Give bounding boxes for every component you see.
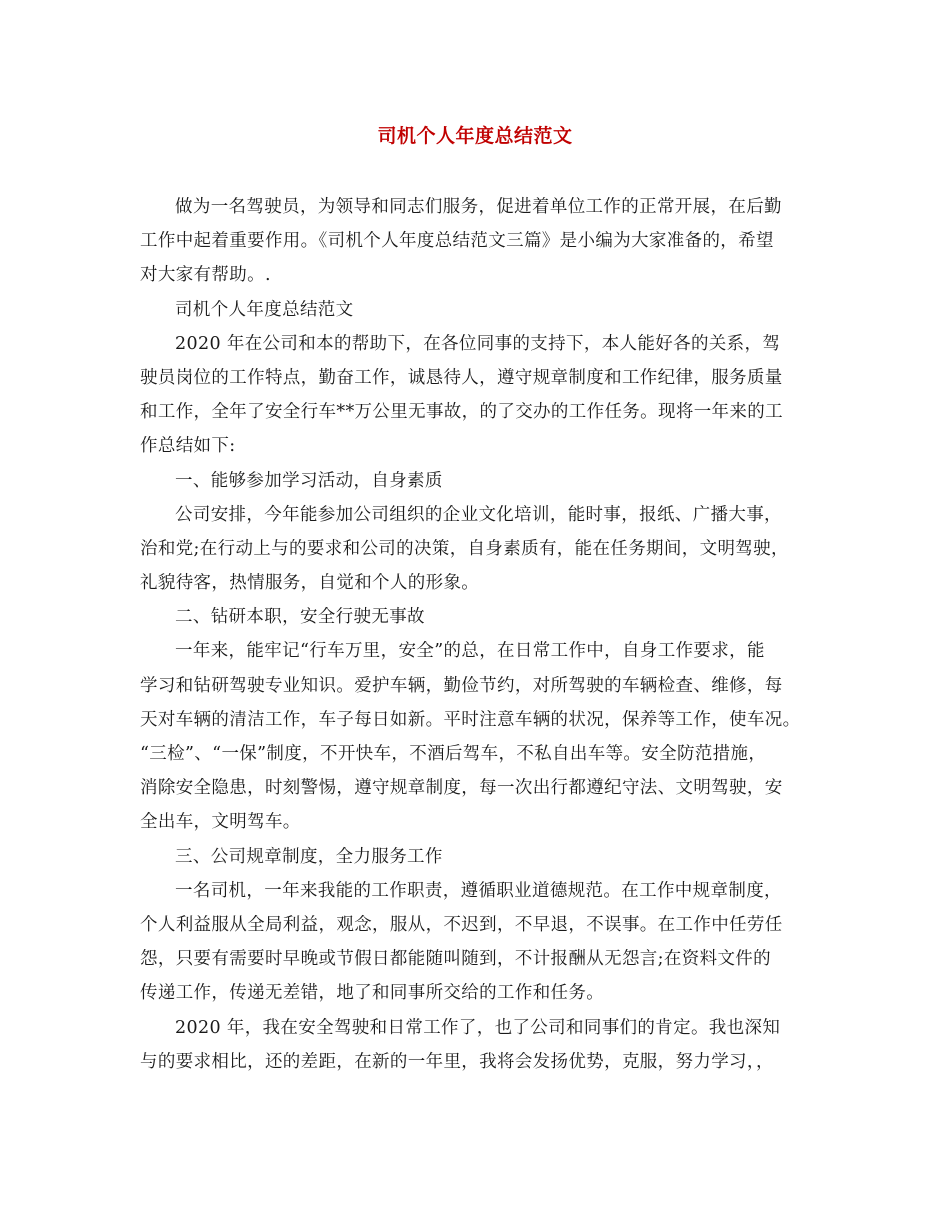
body-line: 驶员岗位的工作特点，勤奋工作，诚恳待人，遵守规章制度和工作纪律，服务质量 — [140, 367, 783, 388]
body-line: 工作中起着重要作用。《司机个人年度总结范文三篇》是小编为大家准备的，希望 — [140, 231, 774, 252]
body-line: 作总结如下: — [140, 436, 236, 457]
body-line: 一名司机，一年来我能的工作职责，遵循职业道德规范。在工作中规章制度， — [175, 880, 782, 901]
body-line: 传递工作，传递无差错，地了和同事所交给的工作和任务。 — [140, 983, 605, 1004]
body-line: 个人利益服从全局利益，观念，服从，不迟到，不早退，不误事。在工作中任劳任 — [140, 914, 783, 935]
body-line: 一、能够参加学习活动，自身素质 — [175, 470, 443, 491]
body-line: 消除安全隐患，时刻警惕，遵守规章制度，每一次出行都遵纪守法、文明驾驶，安 — [140, 778, 783, 799]
body-line: 治和党;在行动上与的要求和公司的决策，自身素质有，能在任务期间，文明驾驶， — [140, 538, 789, 559]
document-title: 司机个人年度总结范文 — [377, 125, 573, 147]
body-line: 二、钻研本职，安全行驶无事故 — [175, 607, 425, 628]
body-line: 三、公司规章制度，全力服务工作 — [175, 846, 443, 867]
body-line: 司机个人年度总结范文 — [175, 299, 354, 320]
body-line: 怨，只要有需要时早晚或节假日都能随叫随到，不计报酬从无怨言;在资料文件的 — [140, 949, 771, 970]
body-line: 一年来，能牢记“行车万里，安全”的总，在日常工作中，自身工作要求，能 — [175, 641, 765, 662]
body-line: 与的要求相比，还的差距，在新的一年里，我将会发扬优势，克服，努力学习，， — [140, 1051, 774, 1072]
body-line: “三检”、“一保”制度，不开快车，不酒后驾车，不私自出车等。安全防范措施， — [140, 744, 767, 764]
body-line: 对大家有帮助。. — [140, 265, 271, 286]
body-line: 礼貌待客，热情服务，自觉和个人的形象。 — [140, 573, 480, 594]
body-line: 全出车，文明驾车。 — [140, 812, 301, 833]
body-line: 学习和钻研驾驶专业知识。爱护车辆，勤俭节约，对所驾驶的车辆检查、维修，每 — [140, 675, 783, 696]
body-line: 公司安排，今年能参加公司组织的企业文化培训，能时事，报纸、广播大事， — [175, 504, 782, 525]
body-line: 2020 年在公司和本的帮助下，在各位同事的支持下，本人能好各的关系，驾 — [175, 333, 781, 354]
body-line: 做为一名驾驶员，为领导和同志们服务，促进着单位工作的正常开展，在后勤 — [175, 197, 782, 217]
body-line: 天对车辆的清洁工作，车子每日如新。平时注意车辆的状况，保养等工作，使车况。 — [140, 709, 801, 730]
body-line: 和工作，全年了安全行车**万公里无事故，的了交办的工作任务。现将一年来的工 — [140, 402, 783, 423]
body-line: 2020 年，我在安全驾驶和日常工作了，也了公司和同事们的肯定。我也深知 — [175, 1017, 781, 1038]
document-body — [140, 190, 812, 1079]
